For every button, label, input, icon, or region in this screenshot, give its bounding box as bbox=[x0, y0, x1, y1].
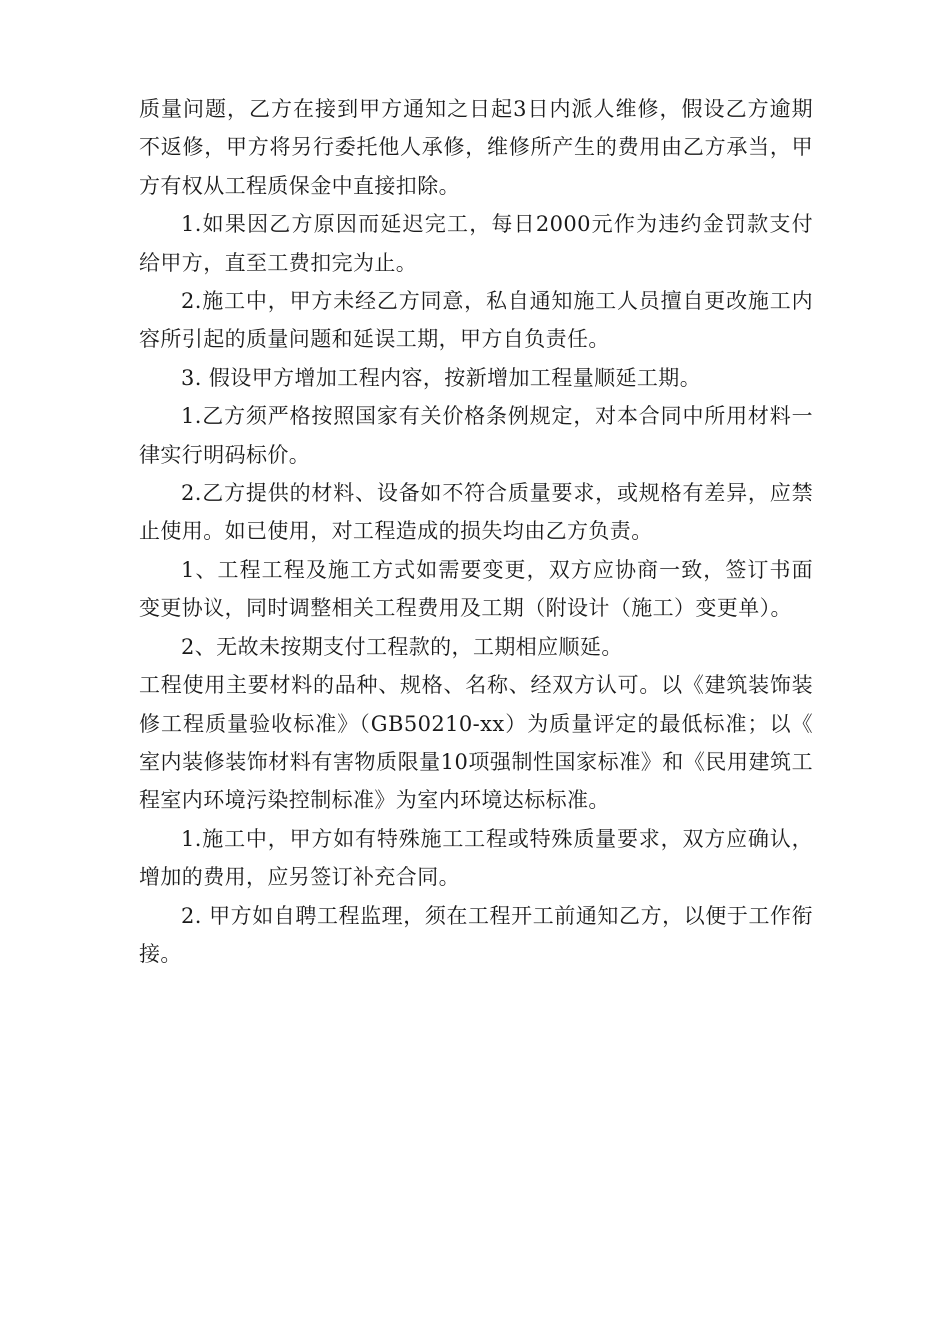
paragraph-quality-repair: 质量问题，乙方在接到甲方通知之日起3日内派人维修，假设乙方逾期不返修，甲方将另行委托他人承修，维修所产生的费用由乙方承当，甲方有权从工程质保金中直接扣除。 bbox=[139, 97, 813, 198]
paragraph-added-work: 3. 假设甲方增加工程内容，按新增加工程量顺延工期。 bbox=[181, 365, 702, 390]
paragraph-delay-penalty: 1.如果因乙方原因而延迟完工，每日2000元作为违约金罚款支付给甲方，直至工费扣完为止。 bbox=[139, 212, 813, 275]
paragraph-material-pricing: 1.乙方须严格按照国家有关价格条例规定，对本合同中所用材料一律实行明码标价。 bbox=[139, 404, 813, 467]
paragraph-standards: 工程使用主要材料的品种、规格、名称、经双方认可。以《建筑装饰装修工程质量验收标准》（GB50210-xx）为质量评定的最低标准；以《室内装修装饰材料有害物质限量10项强制性国家标准》和《民用建筑工程室内环境污染控制标准》为室内环境达标标准。 bbox=[139, 673, 813, 813]
paragraph-payment-delay: 2、无故未按期支付工程款的，工期相应顺延。 bbox=[181, 634, 623, 659]
paragraph-special-requirements: 1.施工中，甲方如有特殊施工工程或特殊质量要求，双方应确认，增加的费用，应另签订补充合同。 bbox=[139, 826, 813, 890]
paragraph-unauthorized-change: 2.施工中，甲方未经乙方同意，私自通知施工人员擅自更改施工内容所引起的质量问题和延误工期，甲方自负责任。 bbox=[139, 289, 813, 352]
paragraph-change-agreement: 1、工程工程及施工方式如需要变更，双方应协商一致，签订书面变更协议，同时调整相关工程费用及工期（附设计（施工）变更单）。 bbox=[139, 557, 813, 621]
paragraph-material-quality: 2.乙方提供的材料、设备如不符合质量要求，或规格有差异，应禁止使用。如已使用，对工程造成的损失均由乙方负责。 bbox=[139, 481, 813, 544]
paragraph-supervision: 2. 甲方如自聘工程监理，须在工程开工前通知乙方，以便于工作衔接。 bbox=[139, 903, 813, 966]
document-body bbox=[139, 90, 813, 973]
